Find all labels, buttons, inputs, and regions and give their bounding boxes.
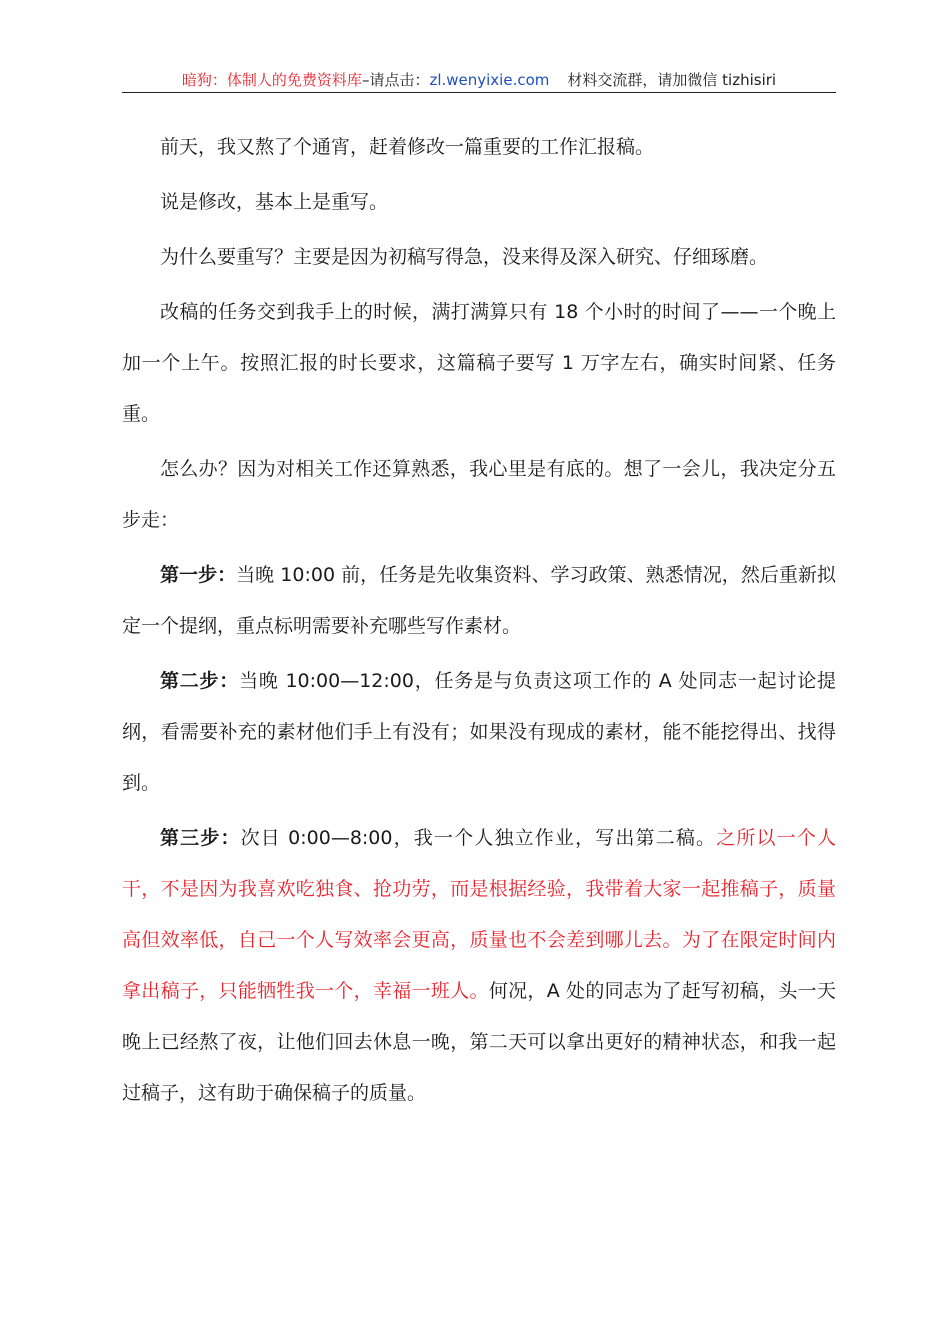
paragraph-3: 为什么要重写？主要是因为初稿写得急，没来得及深入研究、仔细琢磨。 bbox=[160, 246, 769, 268]
step-3-text-b: 何况，A 处的同志为了赶写初稿，头一天晚上已经熬了夜，让他们回去休息一晚，第二天可以拿出更好的精神状态，和我一起过稿子，这有助于确保稿子的质量。 bbox=[122, 980, 836, 1104]
step-2-text: 当晚 10:00—12:00，任务是与负责这项工作的 A 处同志一起讨论提纲，看需要补充的素材他们手上有没有；如果没有现成的素材，能不能挖得出、找得到。 bbox=[122, 670, 836, 794]
paragraph-step-1 bbox=[122, 550, 836, 652]
paragraph-5: 怎么办？因为对相关工作还算熟悉，我心里是有底的。想了一会儿，我决定分五步走： bbox=[122, 458, 836, 531]
paragraph-step-3 bbox=[122, 813, 836, 1119]
step-1-text: 当晚 10:00 前，任务是先收集资料、学习政策、熟悉情况，然后重新拟定一个提纲，重点标明需要补充哪些写作素材。 bbox=[122, 564, 836, 637]
step-3-text-a: 次日 0:00—8:00，我一个人独立作业，写出第二稿。 bbox=[240, 827, 717, 849]
step-1-label: 第一步： bbox=[160, 564, 237, 586]
header-group-info: 材料交流群，请加微信 tizhisiri bbox=[567, 71, 777, 89]
step-3-highlight-1: 之所以一个人干，不是因为我喜欢吃独食、抢功劳，而是根据经验，我带着大家一起推稿子，质量高但效率低，自己一个人写效率会更高，质量也不会差到哪儿去。 bbox=[122, 827, 836, 951]
header-url-link[interactable]: zl.wenyixie.com bbox=[429, 71, 550, 89]
step-3-highlight-2: 为了在限定时间内拿出稿子，只能牺牲我一个，幸福一班人。 bbox=[122, 929, 836, 1002]
paragraph-1: 前天，我又熬了个通宵，赶着修改一篇重要的工作汇报稿。 bbox=[160, 136, 655, 158]
paragraph-4: 改稿的任务交到我手上的时候，满打满算只有 18 个小时的时间了——一个晚上加一个上午。按照汇报的时长要求，这篇稿子要写 1 万字左右，确实时间紧、任务重。 bbox=[122, 301, 836, 425]
paragraph-2: 说是修改，基本上是重写。 bbox=[160, 191, 389, 213]
page-header bbox=[122, 68, 836, 93]
step-3-label: 第三步： bbox=[160, 827, 241, 849]
step-2-label: 第二步： bbox=[160, 670, 240, 692]
header-prompt: –请点击： bbox=[361, 71, 430, 89]
article-body bbox=[122, 122, 836, 1123]
paragraph-step-2 bbox=[122, 656, 836, 809]
header-brand: 暗狗：体制人的免费资料库 bbox=[181, 71, 362, 89]
